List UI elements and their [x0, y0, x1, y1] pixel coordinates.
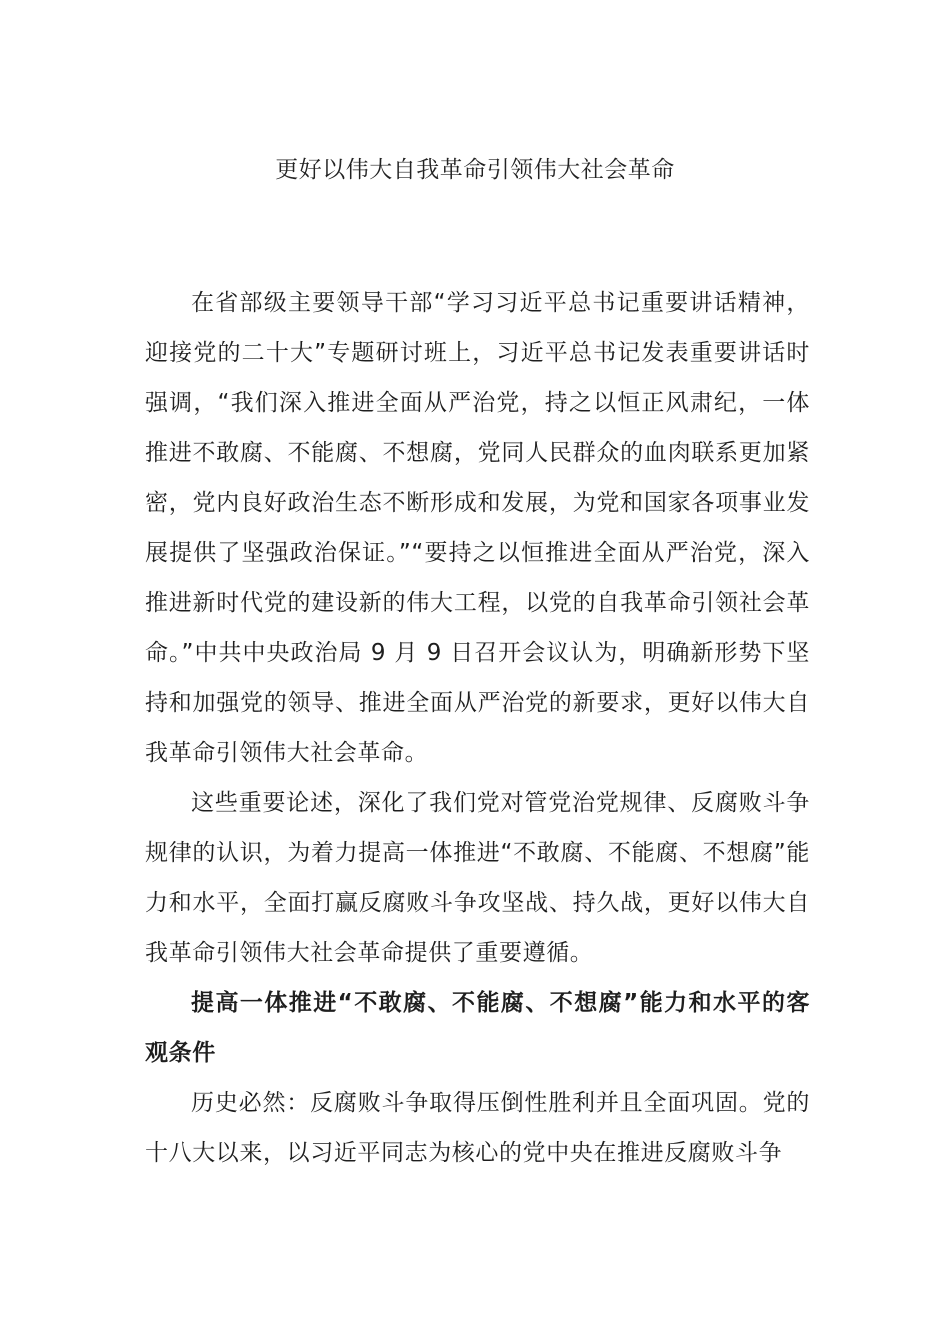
paragraph-intro: 在省部级主要领导干部“学习习近平总书记重要讲话精神，迎接党的二十大”专题研讨班上，习近平总书记发表重要讲话时强调，“我们深入推进全面从严治党，持之以恒正风肃纪，一体推进不敢腐、不能腐、不想腐，党同人民群众的血肉联系更加紧密，党内良好政治生态不断形成和发展，为党和国家各项事业发展提供了坚强政治保证。”“要持之以恒推进全面从严治党，深入推进新时代党的建设新的伟大工程，以党的自我革命引领社会革命。”中共中央政治局 9 月 9 日召开会议认为，明确新形势下坚持和加强党的领导、推进全面从严治党的新要求，更好以伟大自我革命引领伟大社会革命。 [145, 290, 810, 766]
document-title: 更好以伟大自我革命引领伟大社会革命 [275, 157, 675, 183]
section-heading: 提高一体推进“不敢腐、不能腐、不想腐”能力和水平的客观条件 [145, 990, 810, 1066]
document-body [145, 278, 810, 1178]
paragraph-significance: 这些重要论述，深化了我们党对管党治党规律、反腐败斗争规律的认识，为着力提高一体推进“不敢腐、不能腐、不想腐”能力和水平，全面打赢反腐败斗争攻坚战、持久战，更好以伟大自我革命引领伟大社会革命提供了重要遵循。 [145, 790, 810, 966]
paragraph-section-start: 历史必然：反腐败斗争取得压倒性胜利并且全面巩固。党的十八大以来，以习近平同志为核心的党中央在推进反腐败斗争 [145, 1090, 810, 1166]
